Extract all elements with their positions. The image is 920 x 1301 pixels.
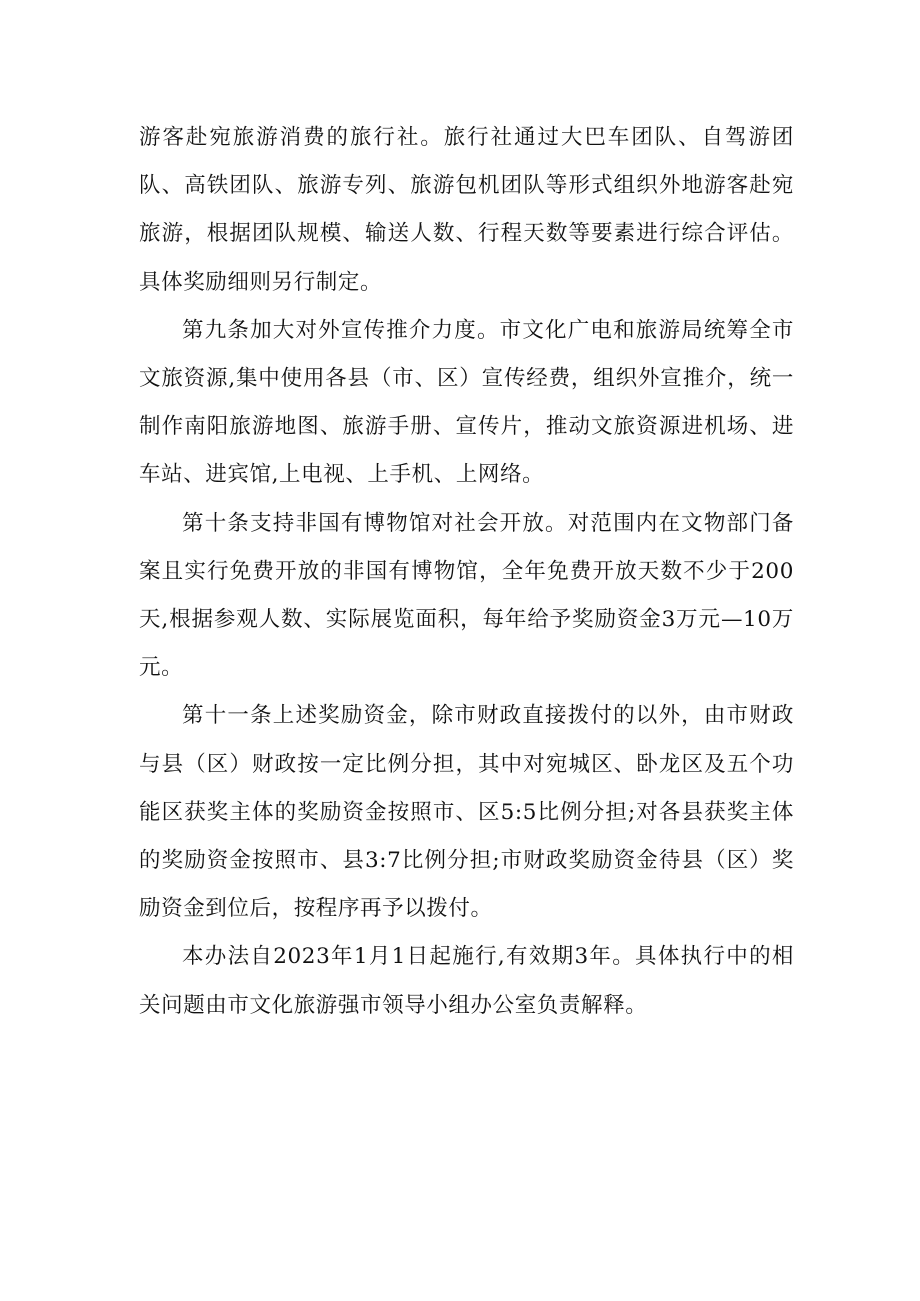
paragraph-article-11: 第十一条上述奖励资金，除市财政直接拨付的以外，由市财政与县（区）财政按一定比例分担，其中对宛城区、卧龙区及五个功能区获奖主体的奖励资金按照市、区5:5比例分担;对各县获奖主体的奖励资金按照市、县3:7比例分担;市财政奖励资金待县（区）奖励资金到位后，按程序再予以拨付。	[139, 703, 794, 922]
paragraph-article-9: 第九条加大对外宣传推介力度。市文化广电和旅游局统筹全市文旅资源,集中使用各县（市、区）宣传经费，组织外宣推介，统一制作南阳旅游地图、旅游手册、宣传片，推动文旅资源进机场、进车站、进宾馆,上电视、上手机、上网络。	[139, 317, 794, 488]
paragraph-travel-agency-reward: 游客赴宛旅游消费的旅行社。旅行社通过大巴车团队、自驾游团队、高铁团队、旅游专列、旅游包机团队等形式组织外地游客赴宛旅游，根据团队规模、输送人数、行程天数等要素进行综合评估。具体奖励细则另行制定。	[139, 125, 794, 295]
document-body	[139, 114, 794, 1030]
paragraph-article-10: 第十条支持非国有博物馆对社会开放。对范围内在文物部门备案且实行免费开放的非国有博物馆，全年免费开放天数不少于200天,根据参观人数、实际展览面积，每年给予奖励资金3万元—10万元。	[139, 510, 794, 681]
paragraph-effective-date: 本办法自2023年1月1日起施行,有效期3年。具体执行中的相关问题由市文化旅游强市领导小组办公室负责解释。	[139, 944, 794, 1018]
